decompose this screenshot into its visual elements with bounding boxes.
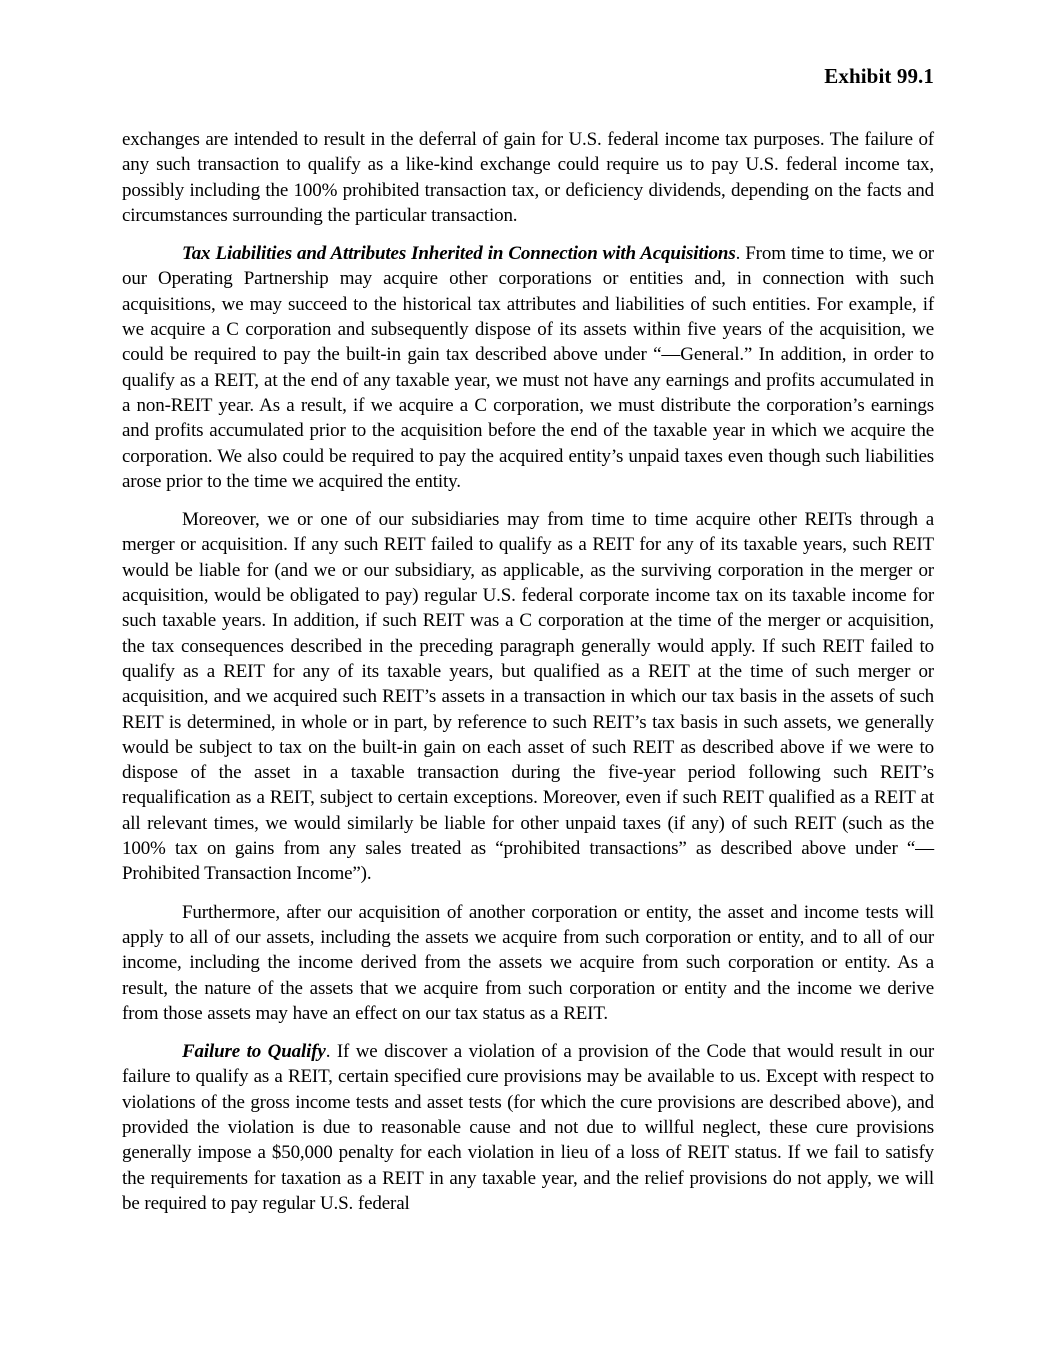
paragraph-tax-liabilities (122, 241, 934, 494)
run-in-heading-failure-to-qualify: Failure to Qualify (182, 1041, 326, 1063)
exhibit-header-label: Exhibit 99.1 (824, 64, 934, 88)
paragraph-text: . If we discover a violation of a provision of the Code that would result in our failure to qualify as a REIT, certain specified cure provisions may be available to us. Except with respect to violations of the gross income tests and asset tests (for which the cure provisions are described above), and provided the violation is due to reasonable cause and not due to willful neglect, these cure provisions generally impose a $50,000 penalty for each violation in lieu of a loss of REIT status. If we fail to satisfy the requirements for taxation as a REIT in any taxable year, and the relief provisions do not apply, we will be required to pay regular U.S. federal (122, 1041, 934, 1214)
run-in-heading-tax-liabilities: Tax Liabilities and Attributes Inherited in Connection with Acquisitions (182, 243, 736, 265)
paragraph-moreover-reit-mergers (122, 507, 934, 886)
paragraph-text: Moreover, we or one of our subsidiaries may from time to time acquire other REITs through a merger or acquisition. If any such REIT failed to qualify as a REIT for any of its taxable years, such REIT would be liable for (and we or our subsidiary, as applicable, as the surviving corporation in the merger or acquisition, would be obligated to pay) regular U.S. federal corporate income tax on its taxable income for such taxable years. In addition, if such REIT was a C corporation at the time of the merger or acquisition, the tax consequences described in the preceding paragraph generally would apply. If such REIT failed to qualify as a REIT for any of its taxable years, but qualified as a REIT at the time of such merger or acquisition, and we acquired such REIT’s assets in a transaction in which our tax basis in the assets of such REIT is determined, in whole or in part, by reference to such REIT’s tax basis in such assets, we generally would be subject to tax on the built-in gain on each asset of such REIT as described above if we were to dispose of the asset in a taxable transaction during the five-year period following such REIT’s requalification as a REIT, subject to certain exceptions. Moreover, even if such REIT qualified as a REIT at all relevant times, we would similarly be liable for other unpaid taxes (if any) of such REIT (such as the 100% tax on gains from any sales treated as “prohibited transactions” as described above under “—Prohibited Transaction Income”). (122, 509, 934, 885)
paragraph-furthermore-asset-income-tests (122, 900, 934, 1026)
paragraph-text: exchanges are intended to result in the deferral of gain for U.S. federal income tax purposes. The failure of any such transaction to qualify as a like-kind exchange could require us to pay U.S. federal income tax, possibly including the 100% prohibited transaction tax, or deficiency dividends, depending on the facts and circumstances surrounding the particular transaction. (122, 129, 934, 226)
paragraph-failure-to-qualify (122, 1039, 934, 1216)
paragraph-likekind-continuation (122, 127, 934, 228)
paragraph-text: Furthermore, after our acquisition of another corporation or entity, the asset and income tests will apply to all of our assets, including the assets we acquire from such corporation or entity, and to all of our income, including the income derived from the assets we acquire from such corporation or entity. As a result, the nature of the assets that we acquire from such corporation or entity and the income we derive from those assets may have an effect on our tax status as a REIT. (122, 901, 934, 1024)
paragraph-text: . From time to time, we or our Operating Partnership may acquire other corporations or entities and, in connection with such acquisitions, we may succeed to the historical tax attributes and liabilities of such entities. For example, if we acquire a C corporation and subsequently dispose of its assets within five years of the acquisition, we could be required to pay the built-in gain tax described above under “—General.” In addition, in order to qualify as a REIT, at the end of any taxable year, we must not have any earnings and profits accumulated in a non-REIT year. As a result, if we acquire a C corporation, we must distribute the corporation’s earnings and profits accumulated prior to the acquisition before the end of the taxable year in which we acquire the corporation. We also could be required to pay the acquired entity’s unpaid taxes even though such liabilities arose prior to the time we acquired the entity. (122, 243, 934, 492)
